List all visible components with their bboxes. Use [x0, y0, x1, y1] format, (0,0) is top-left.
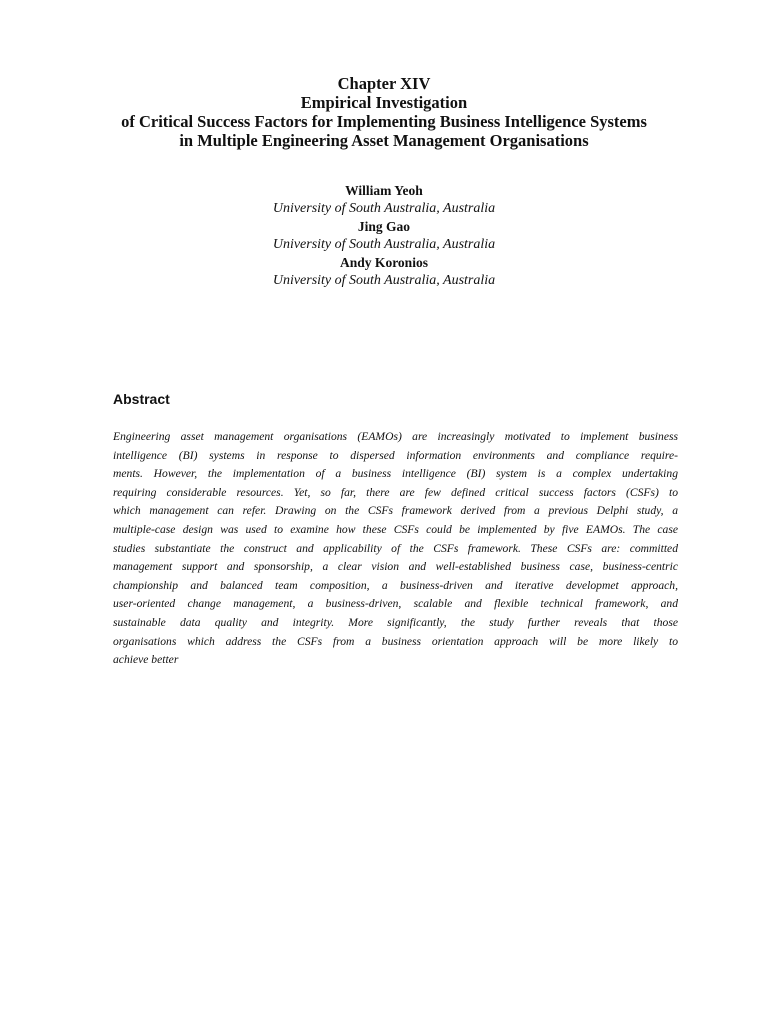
- chapter-number: Chapter XIV: [337, 74, 431, 93]
- chapter-title: [0, 74, 768, 150]
- title-line-2: of Critical Success Factors for Implementing Business Intelligence Systems: [121, 112, 647, 131]
- abstract-text: [113, 428, 678, 670]
- author-affiliation: University of South Australia, Australia: [272, 201, 496, 216]
- abstract-line: achieve better: [113, 653, 179, 667]
- abstract-line: championship and balanced team composition, a business-driven and iterative developmet approach,: [113, 578, 678, 592]
- author-name: Andy Koronios: [340, 255, 428, 270]
- abstract-line: sustainable data quality and integrity. More significantly, the study further reveals that those: [113, 615, 678, 629]
- abstract-line: user-oriented change management, a business-driven, scalable and flexible technical framework, and: [113, 597, 678, 611]
- title-line-3: in Multiple Engineering Asset Management Organisations: [179, 131, 589, 150]
- abstract-heading: Abstract: [113, 391, 170, 407]
- abstract-line: intelligence (BI) systems in response to dispersed information environments and compliance require-: [113, 448, 678, 462]
- abstract-line: organisations which address the CSFs from a business orientation approach will be more likely to: [113, 634, 678, 648]
- author-list: [0, 182, 768, 290]
- abstract-line: which management can refer. Drawing on the CSFs framework derived from a previous Delphi study, a: [113, 504, 678, 518]
- abstract-line: multiple-case design was used to examine how these CSFs could be implemented by five EAMOs. The case: [113, 522, 678, 536]
- title-line-1: Empirical Investigation: [300, 93, 468, 112]
- author-name: Jing Gao: [357, 219, 411, 234]
- abstract-line: ments. However, the implementation of a business intelligence (BI) system is a complex undertaking: [113, 467, 678, 481]
- abstract-line: Engineering asset management organisations (EAMOs) are increasingly motivated to implement business: [113, 430, 678, 443]
- author-name: William Yeoh: [345, 183, 423, 198]
- author-affiliation: University of South Australia, Australia: [272, 237, 496, 252]
- abstract-line: requiring considerable resources. Yet, so far, there are few defined critical success factors (CSFs) to: [113, 485, 678, 499]
- abstract-line: studies substantiate the construct and applicability of the CSFs framework. These CSFs are: committed: [113, 541, 678, 555]
- author-affiliation: University of South Australia, Australia: [272, 273, 496, 288]
- abstract-line: management support and sponsorship, a clear vision and well-established business case, business-centric: [113, 560, 678, 574]
